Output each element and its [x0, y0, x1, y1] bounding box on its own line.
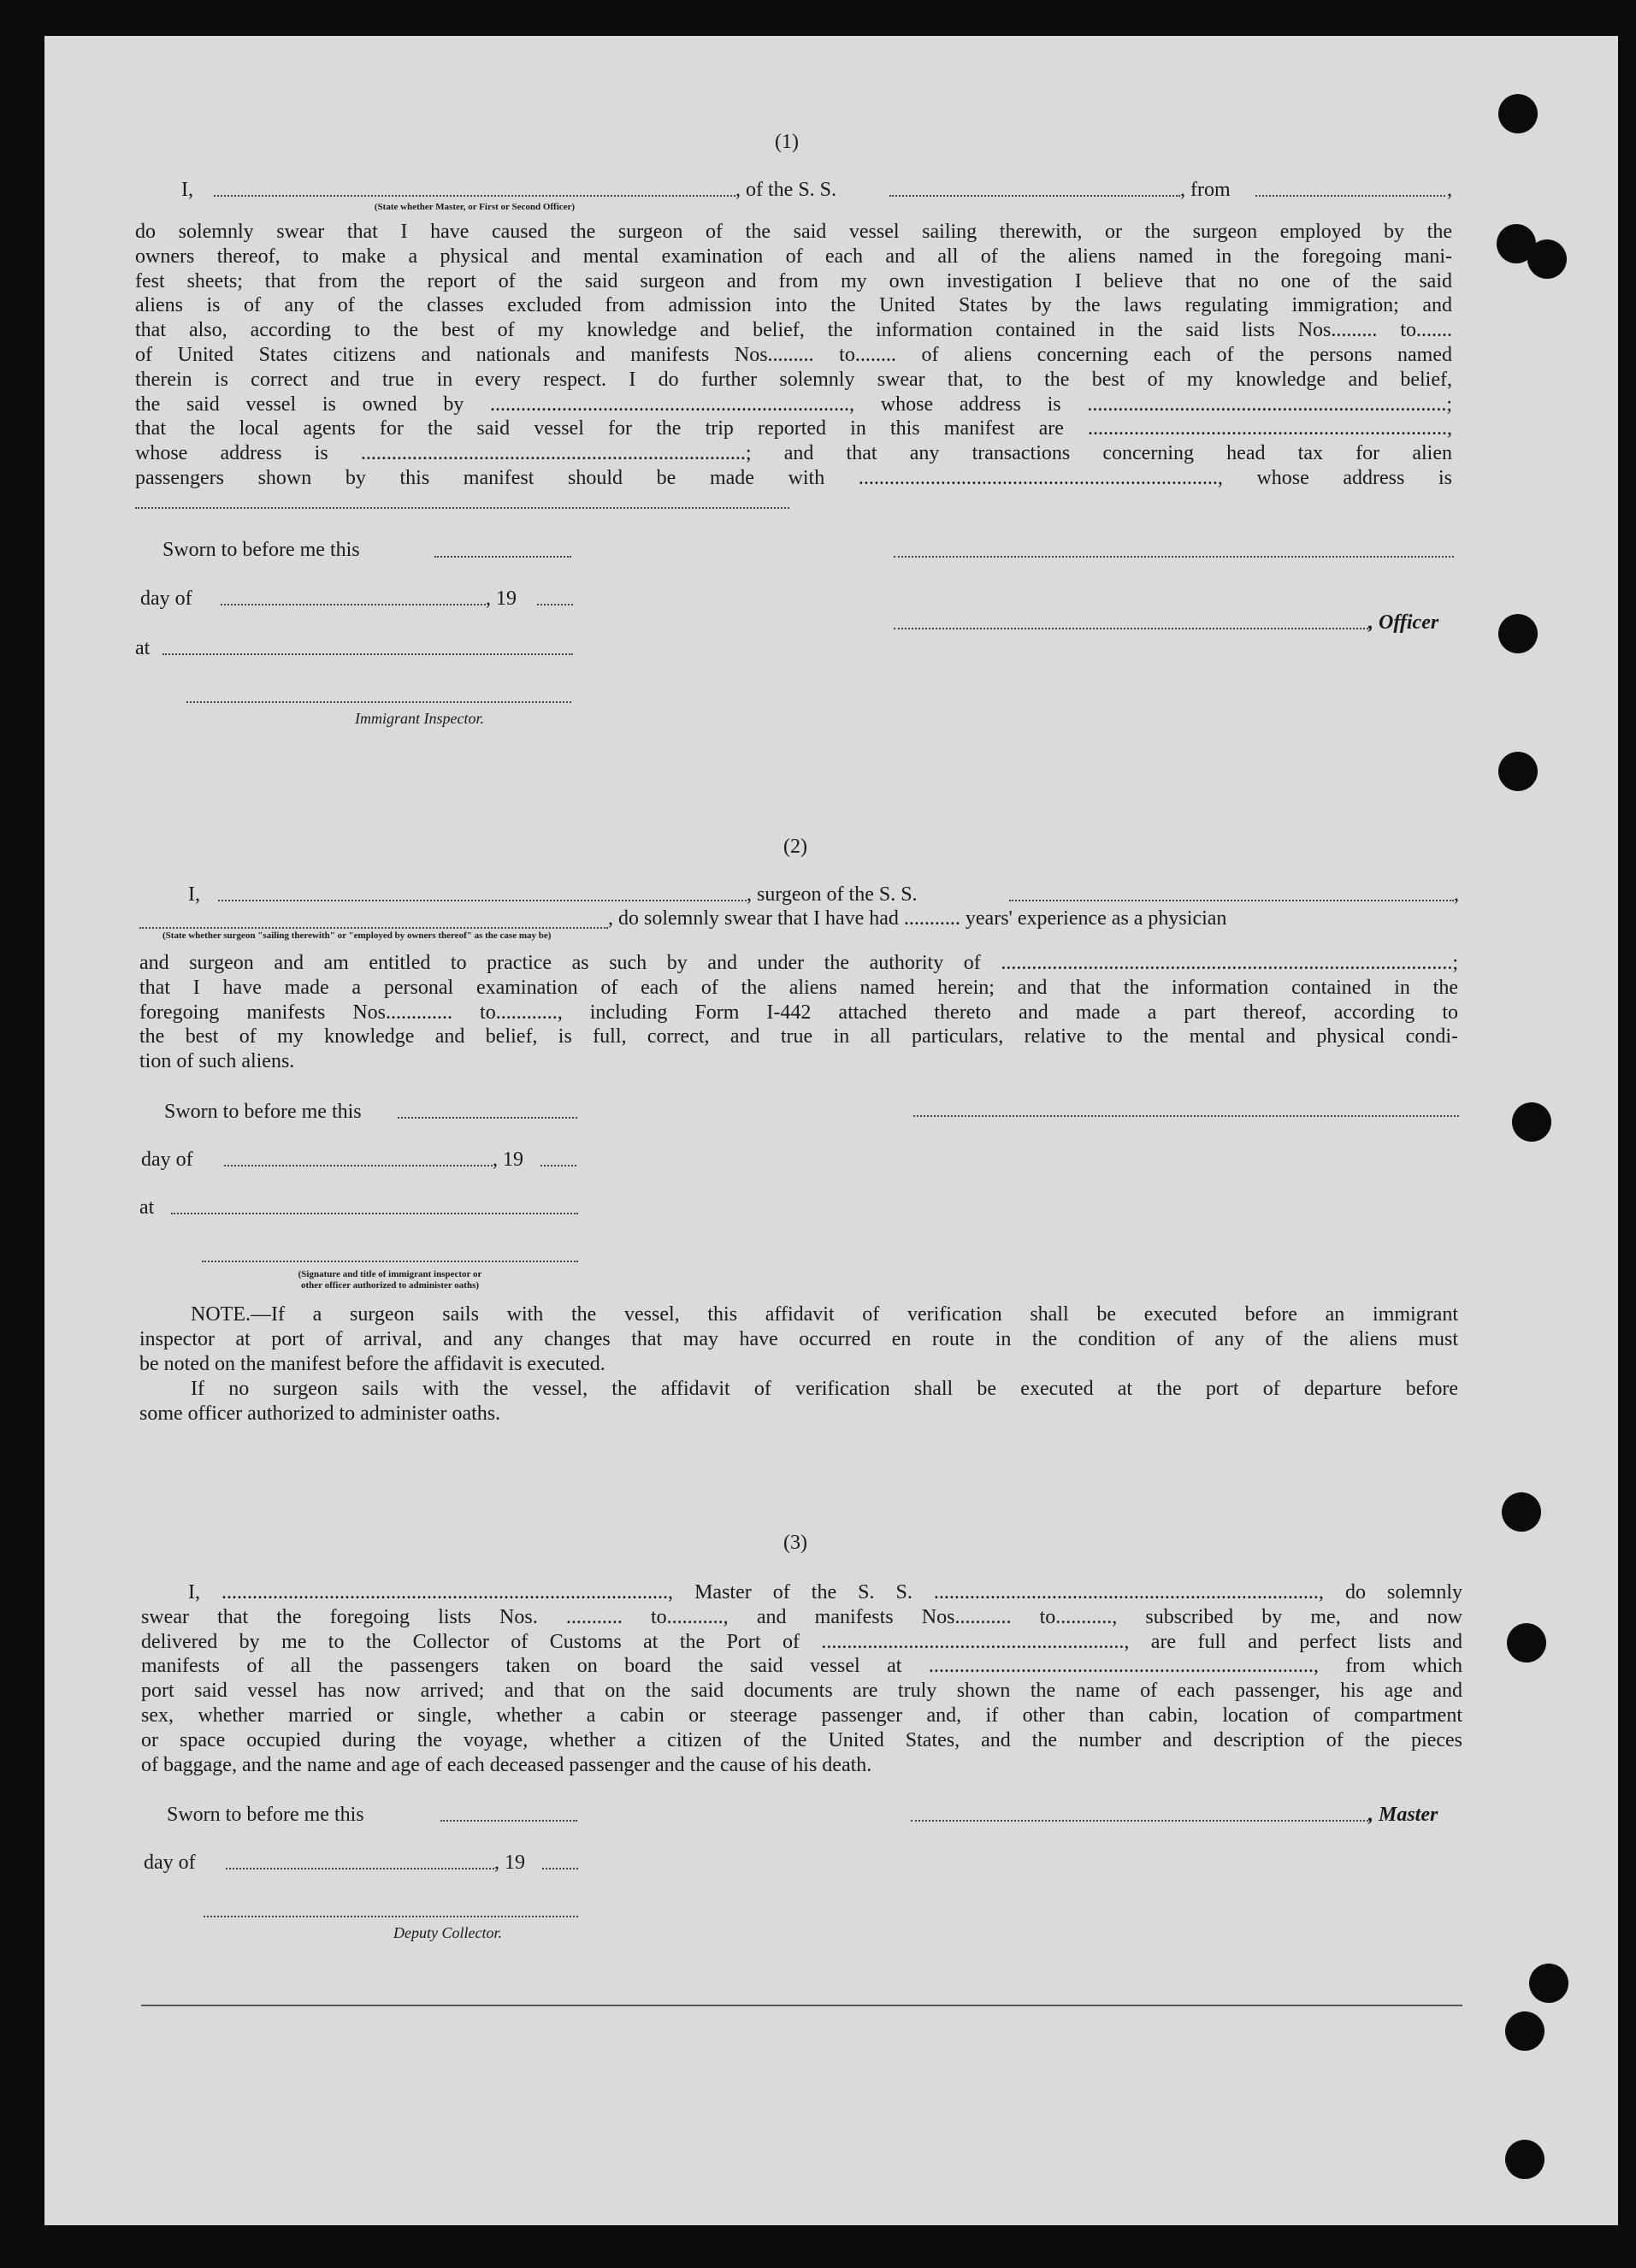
s1-comma: , [1447, 179, 1452, 201]
master-note: (State whether Master, or First or Second Officer) [374, 202, 576, 212]
surgeon-name-field[interactable] [218, 900, 747, 901]
s1-place-field[interactable] [162, 653, 573, 655]
punch-hole-9 [1529, 1964, 1568, 2003]
surgeon-note: (State whether surgeon "sailing therewith" or "employed by owners thereof" as the case may be) [162, 930, 552, 941]
s1-at-label: at [135, 637, 151, 659]
s1-i-label: I, [181, 179, 193, 201]
punch-hole-8 [1507, 1623, 1546, 1663]
s2-year-label: , 19 [493, 1149, 523, 1171]
punch-hole-6 [1512, 1102, 1551, 1142]
note-paragraph: NOTE.—If a surgeon sails with the vessel, this affidavit of verification shall be executed before an immigrant inspector at port of arrival, and any changes that may have occurred en route in the condition of any of the aliens must be noted on the manifest before the affidavit is executed. [139, 1303, 1458, 1375]
s2-sworn-date-field[interactable] [398, 1117, 577, 1119]
section-3-number: (3) [783, 1532, 807, 1554]
section-1-number: (1) [775, 131, 799, 153]
deputy-collector-label: Deputy Collector. [393, 1924, 502, 1941]
s1-ship-label: , of the S. S. [735, 179, 837, 201]
section-1-oath: do solemnly swear that I have caused the surgeon of the said vessel sailing therewith, or the surgeon employed by the owners thereof, to make a physical and mental examination of each and all of the aliens named in the foregoing mani- fest sheets; that from the report of the said surgeon and from my own investigation I believe that no one of the said aliens is of any of the classes excluded from admission into the United States by the laws regulating immigration; and that also, according to the best of my knowledge and belief, the information contained in the said lists Nos......... to....... of United States citizens and nationals and manifests Nos......... to........ of aliens concerning each of the persons named therein is correct and true in every respect. I do further solemnly swear that, to the best of my knowledge and belief, the said vessel is owned by ......................................................................, whose address is ......................................................................; that the local agents for the said vessel for the trip reported in this manifest are ......................................................................, whose address is ...........................................................................; and that any transactions concerning head tax for alien passengers shown by this manifest should be made with ......................................................................, whose address is [135, 221, 1452, 489]
ship-name-field[interactable] [889, 195, 1180, 197]
s2-comma: , [1454, 883, 1459, 906]
s3-year-label: , 19 [494, 1852, 525, 1874]
s3-year-field[interactable] [542, 1868, 578, 1869]
punch-hole-3 [1527, 239, 1567, 279]
s1-month-field[interactable] [221, 604, 486, 605]
s2-inspector-signature-field[interactable] [202, 1261, 578, 1262]
punch-hole-5 [1498, 752, 1538, 791]
s1-officer-signature-field[interactable] [894, 628, 1368, 629]
s2-surgeon-signature-field[interactable] [913, 1115, 1459, 1117]
s2-place-field[interactable] [171, 1213, 578, 1214]
s3-deputy-signature-field[interactable] [204, 1916, 578, 1917]
s1-day-of-label: day of [140, 588, 192, 610]
section-2-oath: and surgeon and am entitled to practice as such by and under the authority of ........................................................................................; that I have made a personal examination of each of the aliens named herein; and that the information contained in the foregoing manifests Nos............. to............, including Form I-442 attached thereto and made a part thereof, according to the best of my knowledge and belief, is full, correct, and true in all particulars, relative to the mental and physical condi- tion of such aliens. [139, 952, 1458, 1073]
s2-month-field[interactable] [224, 1165, 493, 1166]
section-3-oath: I, ......................................................................................., Master of the S. S. ..........................................................................., do solemnly swear that the foregoing lists Nos. ........... to..........., and manifests Nos........... to..........., subscribed by me, and now delivered by me to the Collector of Customs at the Port of ..........................................................., are full and perfect lists and manifests of all the passengers taken on board the said vessel at ..........................................................................., from which port said vessel has now arrived; and that on the said documents are truly shown the name of each passenger, his age and sex, whether married or single, whether a cabin or steerage passenger and, if other than cabin, location of compartment or space occupied during the voyage, whether a citizen of the United States, and the number and description of the pieces of baggage, and the name and age of each deceased passenger and the cause of his death. [141, 1581, 1462, 1776]
immigrant-inspector-label: Immigrant Inspector. [355, 710, 484, 727]
s2-year-field[interactable] [540, 1165, 576, 1166]
s3-sworn-date-field[interactable] [440, 1820, 577, 1822]
signature-note-2: other officer authorized to administer oaths) [300, 1280, 480, 1291]
s1-year-field[interactable] [537, 604, 573, 605]
s2-surgeon-label: , surgeon of the S. S. [747, 883, 918, 906]
s1-inspector-signature-field[interactable] [186, 701, 571, 703]
s3-month-field[interactable] [226, 1868, 494, 1869]
s3-sworn-label: Sworn to before me this [167, 1804, 364, 1826]
s1-from-label: , from [1180, 179, 1231, 201]
surgeon-status-field[interactable] [139, 927, 608, 929]
s2-i-label: I, [188, 883, 200, 906]
s3-master-signature-field[interactable] [911, 1820, 1368, 1822]
note-paragraph-2: If no surgeon sails with the vessel, the affidavit of verification shall be executed at the port of departure before some officer authorized to administer oaths. [139, 1378, 1458, 1425]
s3-day-of-label: day of [144, 1852, 196, 1874]
from-port-field[interactable] [1255, 195, 1445, 197]
s2-ship-name-field[interactable] [1009, 900, 1454, 901]
s1-year-label: , 19 [486, 588, 517, 610]
bottom-rule [141, 2005, 1462, 2006]
s2-at-label: at [139, 1196, 155, 1219]
punch-hole-11 [1505, 2140, 1544, 2179]
punch-hole-10 [1505, 2011, 1544, 2051]
s2-sworn-label: Sworn to before me this [164, 1101, 362, 1123]
s2-day-of-label: day of [141, 1149, 193, 1171]
master-name-field[interactable] [214, 195, 735, 197]
punch-hole-7 [1502, 1492, 1541, 1532]
s1-sworn-label: Sworn to before me this [162, 539, 360, 561]
s2-swear-label: , do solemnly swear that I have had ........... years' experience as a physician [608, 907, 1227, 930]
agent-address-field[interactable] [135, 507, 789, 509]
punch-hole-1 [1498, 94, 1538, 133]
signature-note-1: (Signature and title of immigrant inspector or [298, 1269, 482, 1279]
section-2-number: (2) [783, 836, 807, 858]
s1-officer-signature-top[interactable] [894, 556, 1454, 558]
officer-label: , Officer [1368, 611, 1439, 634]
punch-hole-4 [1498, 614, 1538, 653]
master-label: , Master [1368, 1804, 1438, 1826]
s1-sworn-date-field[interactable] [434, 556, 571, 558]
